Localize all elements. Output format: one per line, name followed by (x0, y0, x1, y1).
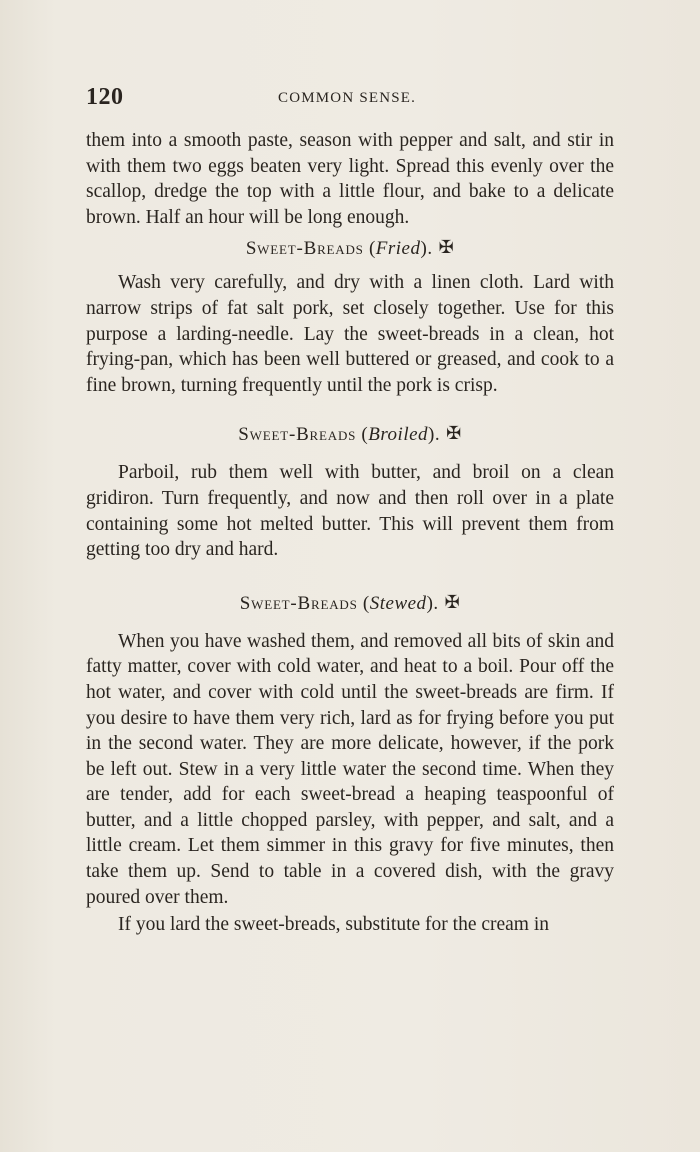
paragraph-larding-note: If you lard the sweet-breads, substitute for the cream in (118, 914, 550, 936)
maltese-cross-icon: ✠ (444, 591, 461, 612)
heading-title: Sweet-Breads (239, 592, 358, 614)
heading-title: Sweet-Breads (238, 424, 357, 446)
paragraph-stewed: When you have washed them, and removed all bits of skin and fatty matter, cover with cold water, and heat to a boil. Pour off the hot water, and cover with cold until the sweet-breads are firm. If you desire to have them very rich, lard as for frying before you put in the second water. They are more delicate, however, if the pork be left out. Stew in a very little water the second time. When they are tender, add for each sweet-bread a heaping teaspoonful of butter, and a little chopped parsley, with pepper, and salt, and a little cream. Let them simmer in this gravy for five minutes, then take them up. Send to table in a covered dish, with the gravy poured over them. (86, 630, 614, 908)
maltese-cross-icon: ✠ (438, 237, 455, 258)
paragraph-continuation: them into a smooth paste, season with pepper and salt, and stir in with them two eggs beaten very light. Spread this evenly over the scallop, dredge the top with a little flour, and bake to a delicate brown. Half an hour will be long enough. (86, 130, 614, 228)
page-header (86, 84, 614, 114)
heading-method: Broiled (368, 424, 429, 446)
page-number: 120 (86, 84, 124, 110)
page-body (86, 128, 614, 938)
maltese-cross-icon: ✠ (446, 423, 462, 444)
heading-method: Stewed (369, 592, 427, 614)
heading-title: Sweet-Breads (245, 238, 364, 260)
recipe-heading-fried: Sweet-Breads (Fried). ✠ (245, 237, 455, 260)
paragraph-broiled: Parboil, rub them well with butter, and broil on a clean gridiron. Turn frequently, and now and then roll over in a plate containing some hot melted butter. This will prevent them from getting too dry and hard. (86, 462, 614, 561)
recipe-heading-stewed: Sweet-Breads (Stewed). ✠ (239, 591, 461, 614)
heading-method: Fried (375, 238, 421, 260)
recipe-heading-broiled: Sweet-Breads (Broiled). ✠ (238, 423, 462, 446)
paragraph-fried: Wash very carefully, and dry with a linen cloth. Lard with narrow strips of fat salt pork, set closely together. Use for this purpose a larding-needle. Lay the sweet-breads in a clean, hot frying-pan, which has been well buttered or greased, and cook to a fine brown, turning frequently until the pork is crisp. (86, 272, 614, 396)
running-head: COMMON SENSE. (278, 90, 417, 106)
